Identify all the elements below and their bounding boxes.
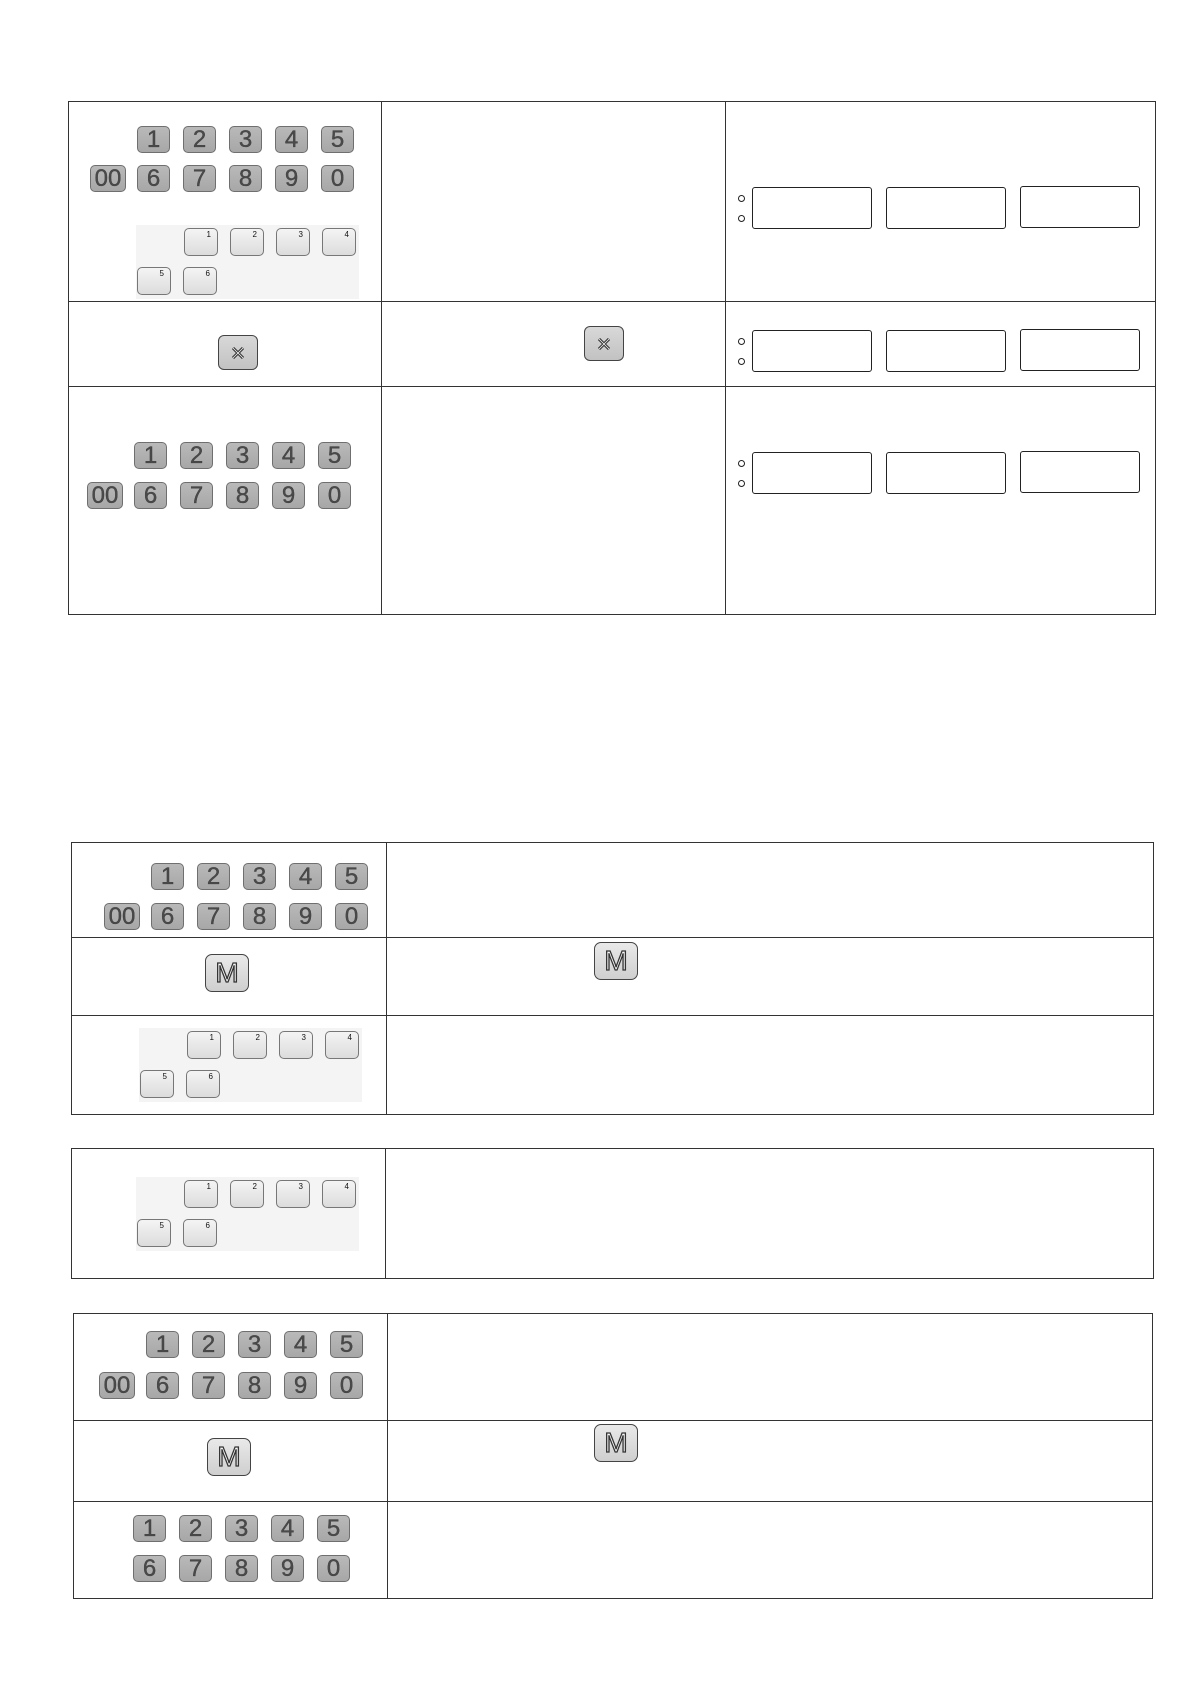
key-7[interactable]: 7 <box>180 482 213 509</box>
key-0[interactable]: 0 <box>317 1555 350 1582</box>
key-3[interactable]: 3 <box>238 1331 271 1358</box>
clear-key[interactable] <box>218 335 258 370</box>
program-key-1[interactable]: 1 <box>184 1180 218 1208</box>
numeric-keypad <box>72 843 386 937</box>
program-key-6[interactable]: 6 <box>183 267 217 295</box>
key-0[interactable]: 0 <box>335 903 368 930</box>
key-5[interactable]: 5 <box>321 126 354 153</box>
instruction-table-1 <box>68 101 1156 615</box>
program-key-4[interactable]: 4 <box>325 1031 359 1059</box>
key-4[interactable]: 4 <box>284 1331 317 1358</box>
key-9[interactable]: 9 <box>271 1555 304 1582</box>
key-0[interactable]: 0 <box>318 482 351 509</box>
program-key-5[interactable]: 5 <box>137 267 171 295</box>
key-4[interactable]: 4 <box>272 442 305 469</box>
key-1[interactable]: 1 <box>146 1331 179 1358</box>
key-7[interactable]: 7 <box>179 1555 212 1582</box>
key-3[interactable]: 3 <box>243 863 276 890</box>
key-00[interactable]: 00 <box>99 1372 135 1399</box>
key-3[interactable]: 3 <box>225 1515 258 1542</box>
memory-key[interactable]: M <box>205 954 249 992</box>
numeric-keypad <box>74 1314 387 1420</box>
display-box-1 <box>752 452 872 494</box>
key-5[interactable]: 5 <box>318 442 351 469</box>
key-7[interactable]: 7 <box>192 1372 225 1399</box>
key-4[interactable]: 4 <box>289 863 322 890</box>
key-2[interactable]: 2 <box>183 126 216 153</box>
key-5[interactable]: 5 <box>330 1331 363 1358</box>
display-box-1 <box>752 330 872 372</box>
display-indicator <box>738 460 746 488</box>
key-6[interactable]: 6 <box>151 903 184 930</box>
key-6[interactable]: 6 <box>146 1372 179 1399</box>
program-key-4[interactable]: 4 <box>322 228 356 256</box>
program-key-5[interactable]: 5 <box>140 1070 174 1098</box>
display-box-3 <box>1020 329 1140 371</box>
display-box-3 <box>1020 186 1140 228</box>
program-keypad <box>136 225 359 299</box>
key-8[interactable]: 8 <box>229 165 262 192</box>
instruction-table-3 <box>71 1148 1154 1279</box>
display-box-1 <box>752 187 872 229</box>
display-box-3 <box>1020 451 1140 493</box>
display-indicator <box>738 195 746 223</box>
program-key-2[interactable]: 2 <box>230 228 264 256</box>
display-box-2 <box>886 452 1006 494</box>
numeric-keypad <box>74 1501 387 1600</box>
key-5[interactable]: 5 <box>335 863 368 890</box>
key-1[interactable]: 1 <box>151 863 184 890</box>
key-6[interactable]: 6 <box>134 482 167 509</box>
display-box-2 <box>886 187 1006 229</box>
program-key-3[interactable]: 3 <box>279 1031 313 1059</box>
program-key-2[interactable]: 2 <box>233 1031 267 1059</box>
instruction-table-4 <box>73 1313 1153 1599</box>
program-keypad <box>139 1028 362 1102</box>
key-8[interactable]: 8 <box>238 1372 271 1399</box>
program-key-3[interactable]: 3 <box>276 228 310 256</box>
key-0[interactable]: 0 <box>330 1372 363 1399</box>
key-6[interactable]: 6 <box>133 1555 166 1582</box>
memory-key-inline: M <box>594 1424 638 1462</box>
program-key-6[interactable]: 6 <box>183 1219 217 1247</box>
numeric-keypad <box>69 386 381 616</box>
cross-icon <box>231 346 245 360</box>
key-9[interactable]: 9 <box>289 903 322 930</box>
key-3[interactable]: 3 <box>226 442 259 469</box>
program-key-4[interactable]: 4 <box>322 1180 356 1208</box>
key-8[interactable]: 8 <box>226 482 259 509</box>
key-2[interactable]: 2 <box>197 863 230 890</box>
program-key-3[interactable]: 3 <box>276 1180 310 1208</box>
key-1[interactable]: 1 <box>137 126 170 153</box>
program-key-2[interactable]: 2 <box>230 1180 264 1208</box>
program-keypad <box>136 1177 359 1251</box>
key-5[interactable]: 5 <box>317 1515 350 1542</box>
key-8[interactable]: 8 <box>225 1555 258 1582</box>
key-4[interactable]: 4 <box>271 1515 304 1542</box>
instruction-table-2 <box>71 842 1154 1115</box>
key-9[interactable]: 9 <box>284 1372 317 1399</box>
program-key-1[interactable]: 1 <box>184 228 218 256</box>
display-indicator <box>738 338 746 366</box>
key-2[interactable]: 2 <box>192 1331 225 1358</box>
program-key-6[interactable]: 6 <box>186 1070 220 1098</box>
key-00[interactable]: 00 <box>87 482 123 509</box>
cross-icon <box>597 337 611 351</box>
program-key-5[interactable]: 5 <box>137 1219 171 1247</box>
display-box-2 <box>886 330 1006 372</box>
key-1[interactable]: 1 <box>133 1515 166 1542</box>
key-1[interactable]: 1 <box>134 442 167 469</box>
key-9[interactable]: 9 <box>272 482 305 509</box>
clear-key-inline <box>584 326 624 361</box>
key-7[interactable]: 7 <box>183 165 216 192</box>
memory-key[interactable]: M <box>207 1438 251 1476</box>
key-3[interactable]: 3 <box>229 126 262 153</box>
key-2[interactable]: 2 <box>180 442 213 469</box>
key-6[interactable]: 6 <box>137 165 170 192</box>
key-7[interactable]: 7 <box>197 903 230 930</box>
key-00[interactable]: 00 <box>104 903 140 930</box>
key-00[interactable]: 00 <box>90 165 126 192</box>
key-0[interactable]: 0 <box>321 165 354 192</box>
key-4[interactable]: 4 <box>275 126 308 153</box>
key-8[interactable]: 8 <box>243 903 276 930</box>
key-9[interactable]: 9 <box>275 165 308 192</box>
key-2[interactable]: 2 <box>179 1515 212 1542</box>
program-key-1[interactable]: 1 <box>187 1031 221 1059</box>
memory-key-inline: M <box>594 942 638 980</box>
